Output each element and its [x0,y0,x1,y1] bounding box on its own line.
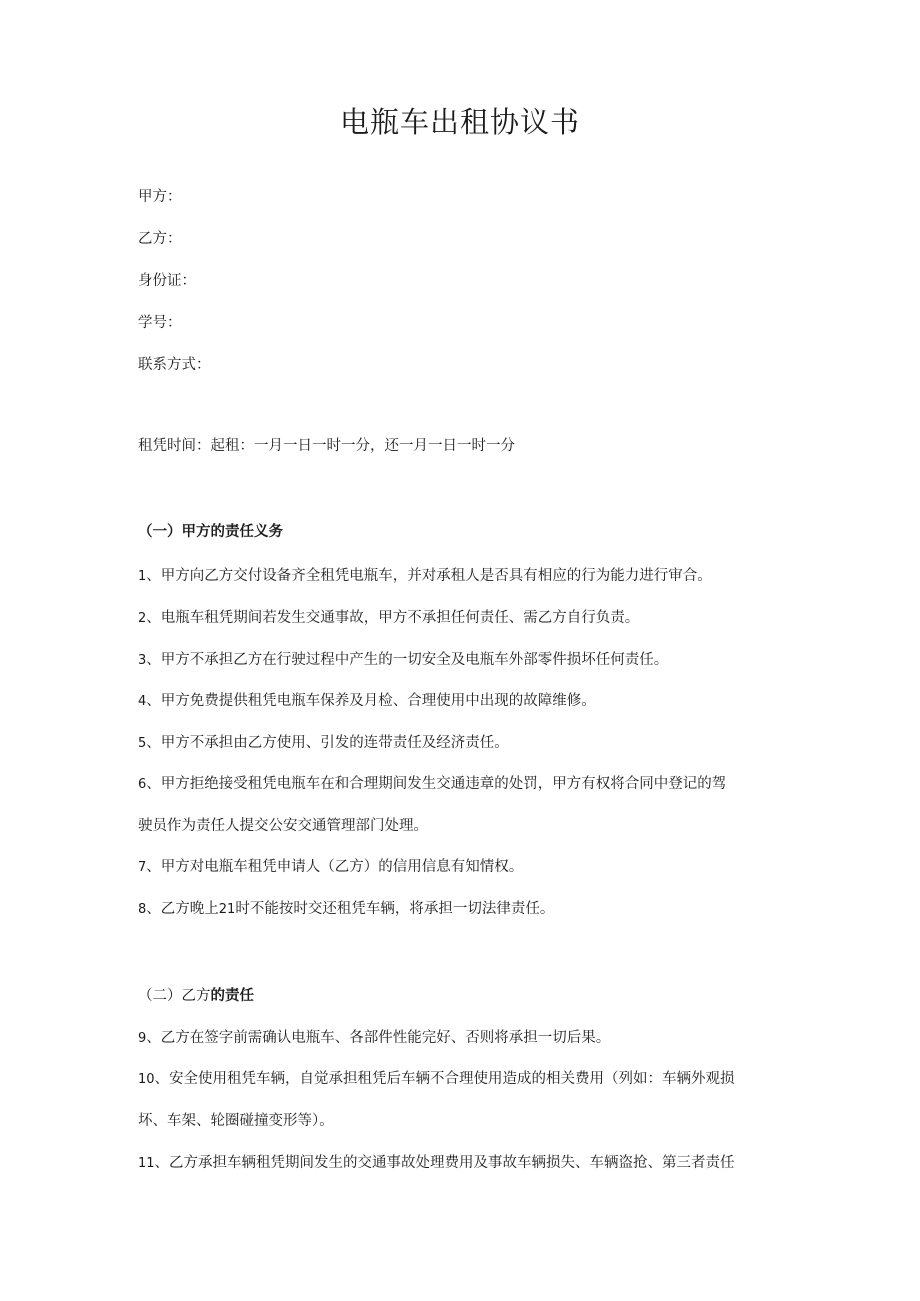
section-2-heading-pre: （二）乙方 [138,988,211,1004]
clause-text: 、甲方向乙方交付设备齐全租凭电瓶车，并对承租人是否具有相应的行为能力进行审合。 [146,568,712,584]
id-card-label: 身份证： [138,273,196,289]
clause-number: 11 [138,1156,155,1171]
clause-10-continued: 坏、车架、轮圈碰撞变形等）。 [138,1113,334,1129]
clause-number: 9 [138,1031,147,1046]
clause-1 [138,566,712,587]
clause-text: 、甲方拒绝接受租凭电瓶车在和合理期间发生交通违章的处罚，甲方有权将合同中登记的驾 [146,776,727,792]
clause-text: 、甲方不承担由乙方使用、引发的连带责任及经济责任。 [146,735,509,751]
party-b-label: 乙方： [138,231,182,247]
clause-6-continued: 驶员作为责任人提交公安交通管理部门处理。 [138,818,428,834]
clause-9 [138,1028,610,1049]
rental-time-line: 租凭时间：起租：一月一日一时一分，还一月一日一时一分 [138,438,515,454]
clause-11 [138,1153,735,1174]
clause-text: 、甲方免费提供租凭电瓶车保养及月检、合理使用中出现的故障维修。 [146,693,596,709]
clause-text: 、安全使用租凭车辆，自觉承担租凭后车辆不合理使用造成的相关费用（列如：车辆外观损 [154,1071,735,1087]
document-title: 电瓶车出租协议书 [339,105,580,139]
section-1-heading: （一）甲方的责任义务 [138,524,283,540]
student-number-label: 学号： [138,315,182,331]
clause-number: 3 [138,653,147,668]
clause-text: 时不能按时交还租凭车辆，将承担一切法律责任。 [235,901,555,917]
clause-10 [138,1069,735,1090]
clause-number: 4 [138,694,147,709]
contact-label: 联系方式： [138,357,211,373]
clause-number: 8 [138,902,147,917]
clause-inline-number: 21 [218,902,236,917]
clause-6 [138,774,726,795]
section-2-heading [138,986,254,1006]
clause-text: 、乙方承担车辆租凭期间发生的交通事故处理费用及事故车辆损失、车辆盗抢、第三者责任 [154,1155,735,1171]
clause-number: 10 [138,1072,155,1087]
clause-text: 、乙方在签字前需确认电瓶车、各部件性能完好、否则将承担一切后果。 [146,1030,611,1046]
clause-number: 2 [138,611,147,626]
clause-number: 1 [138,569,147,584]
section-2-heading-strong: 的责任 [210,988,254,1004]
clause-3 [138,650,668,671]
clause-5 [138,733,509,754]
clause-number: 7 [138,860,147,875]
clause-text-pre: 、乙方晚上 [146,901,219,917]
clause-text: 、电瓶车租凭期间若发生交通事故，甲方不承担任何责任、需乙方自行负责。 [146,610,640,626]
clause-2 [138,608,639,629]
clause-number: 5 [138,736,147,751]
clause-text: 、甲方不承担乙方在行驶过程中产生的一切安全及电瓶车外部零件损坏任何责任。 [146,652,669,668]
party-a-label: 甲方： [138,189,182,205]
clause-8 [138,899,554,920]
clause-number: 6 [138,777,147,792]
clause-4 [138,691,596,712]
clause-7 [138,857,523,878]
clause-text: 、甲方对电瓶车租凭申请人（乙方）的信用信息有知情权。 [146,859,524,875]
